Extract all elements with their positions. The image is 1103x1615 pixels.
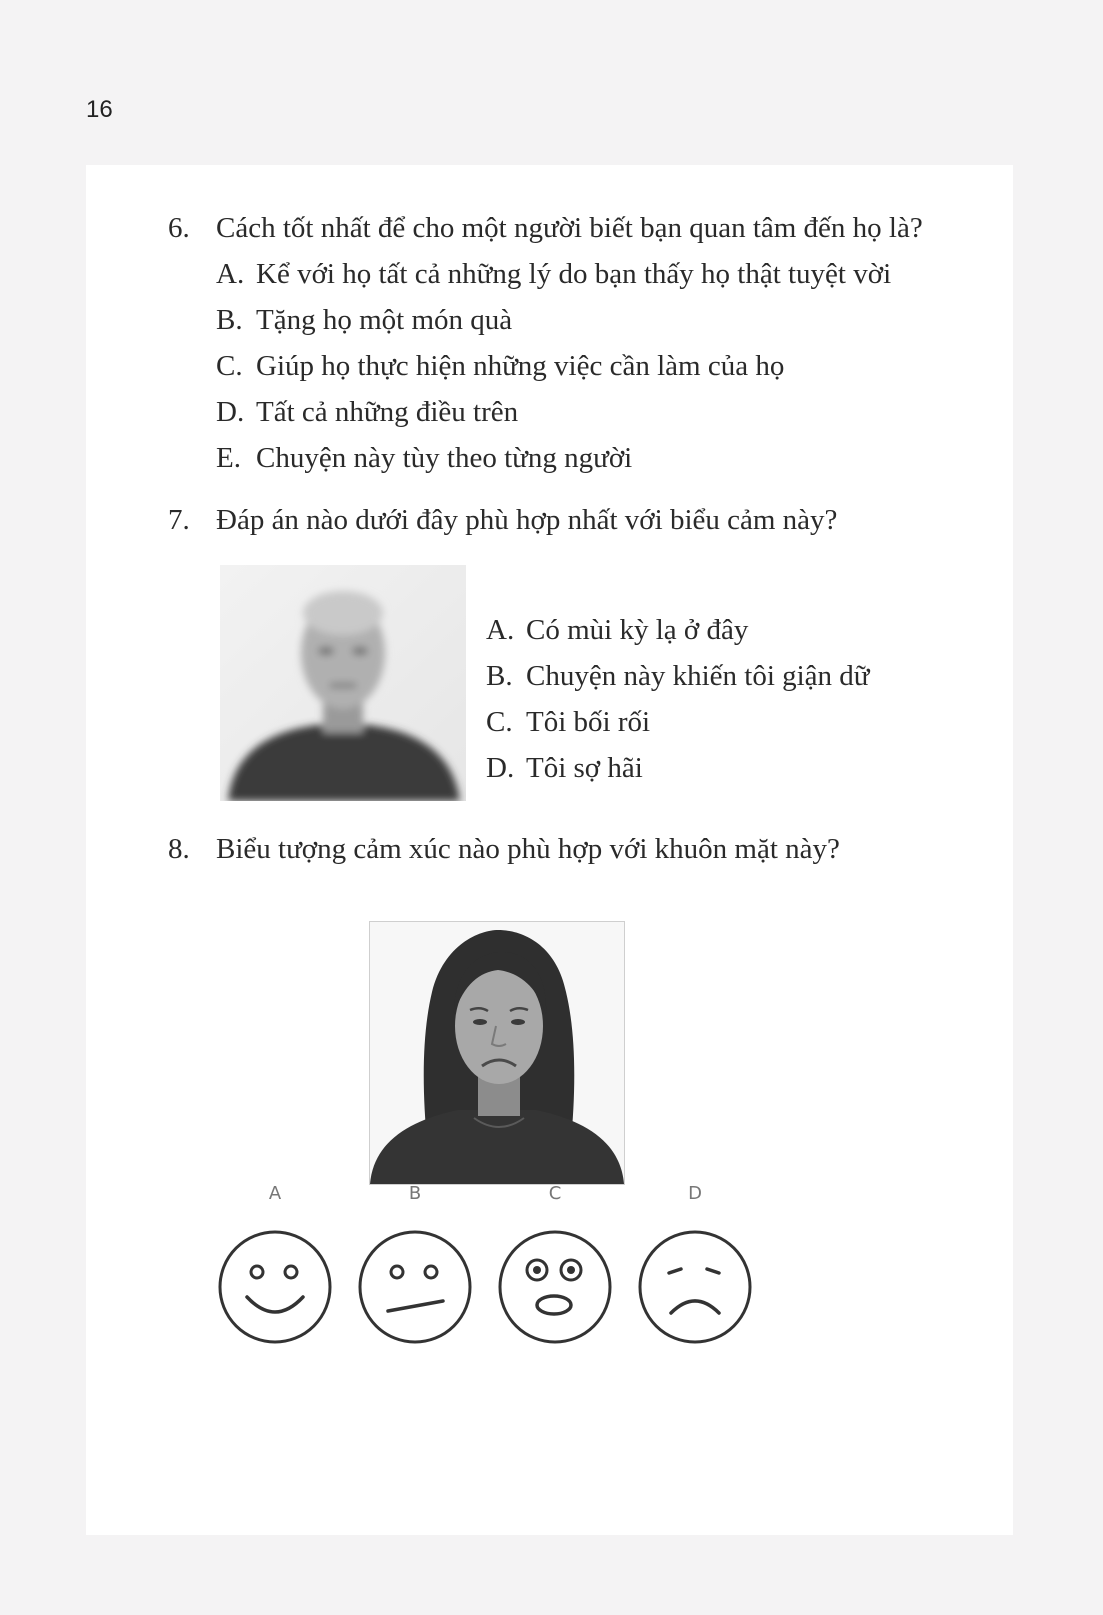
sad-face-icon <box>635 1227 755 1347</box>
option-text: Giúp họ thực hiện những việc cần làm của họ <box>256 350 785 382</box>
option-text: Tất cả những điều trên <box>256 396 519 428</box>
neutral-face-icon <box>355 1227 475 1347</box>
page-number: 16 <box>86 96 113 123</box>
option-letter: B. <box>486 660 513 692</box>
smiling-face-icon <box>215 1227 335 1347</box>
page-sheet <box>86 165 1013 1535</box>
option-e <box>216 435 891 481</box>
question-number: 7. <box>168 504 190 536</box>
question-6-options <box>216 251 891 481</box>
surprised-face-icon <box>495 1227 615 1347</box>
option-c <box>486 699 870 745</box>
option-letter: A. <box>486 614 515 646</box>
choice-letter: A <box>268 1183 282 1204</box>
option-letter: C. <box>216 350 243 382</box>
choice-letter: D <box>688 1183 702 1204</box>
option-text: Kể với họ tất cả những lý do bạn thấy họ thật tuyệt vời <box>256 258 892 290</box>
option-b <box>216 297 891 343</box>
emoji-choice-d <box>635 1179 755 1352</box>
woman-photo <box>369 921 625 1185</box>
option-text: Chuyện này khiến tôi giận dữ <box>526 660 870 692</box>
option-text: Có mùi kỳ lạ ở đây <box>526 614 749 646</box>
question-6 <box>168 205 988 251</box>
choice-letter: C <box>548 1183 562 1204</box>
option-letter: C. <box>486 706 513 738</box>
emoji-choice-b <box>355 1179 475 1352</box>
question-text: Đáp án nào dưới đây phù hợp nhất với biểu cảm này? <box>216 504 838 536</box>
option-text: Tôi sợ hãi <box>526 752 643 784</box>
question-number: 6. <box>168 212 190 244</box>
emoji-choice-a <box>215 1179 335 1352</box>
option-a <box>216 251 891 297</box>
question-7-options <box>486 607 870 791</box>
choice-letter: B <box>408 1183 422 1204</box>
option-text: Tặng họ một món quà <box>256 304 513 336</box>
question-text: Biểu tượng cảm xúc nào phù hợp với khuôn mặt này? <box>216 833 840 865</box>
man-photo-image <box>220 565 466 801</box>
option-d <box>486 745 870 791</box>
option-letter: D. <box>486 752 515 784</box>
question-number: 8. <box>168 833 190 865</box>
option-text: Tôi bối rối <box>526 706 651 738</box>
question-7 <box>168 497 988 543</box>
man-photo <box>220 565 466 801</box>
question-8 <box>168 826 988 872</box>
option-letter: E. <box>216 442 241 474</box>
option-d <box>216 389 891 435</box>
option-a <box>486 607 870 653</box>
option-letter: B. <box>216 304 243 336</box>
option-b <box>486 653 870 699</box>
question-text: Cách tốt nhất để cho một người biết bạn quan tâm đến họ là? <box>216 212 923 244</box>
option-c <box>216 343 891 389</box>
option-letter: D. <box>216 396 245 428</box>
option-letter: A. <box>216 258 245 290</box>
woman-photo-image <box>370 922 624 1184</box>
emoji-choice-c <box>495 1179 615 1352</box>
option-text: Chuyện này tùy theo từng người <box>256 442 633 474</box>
